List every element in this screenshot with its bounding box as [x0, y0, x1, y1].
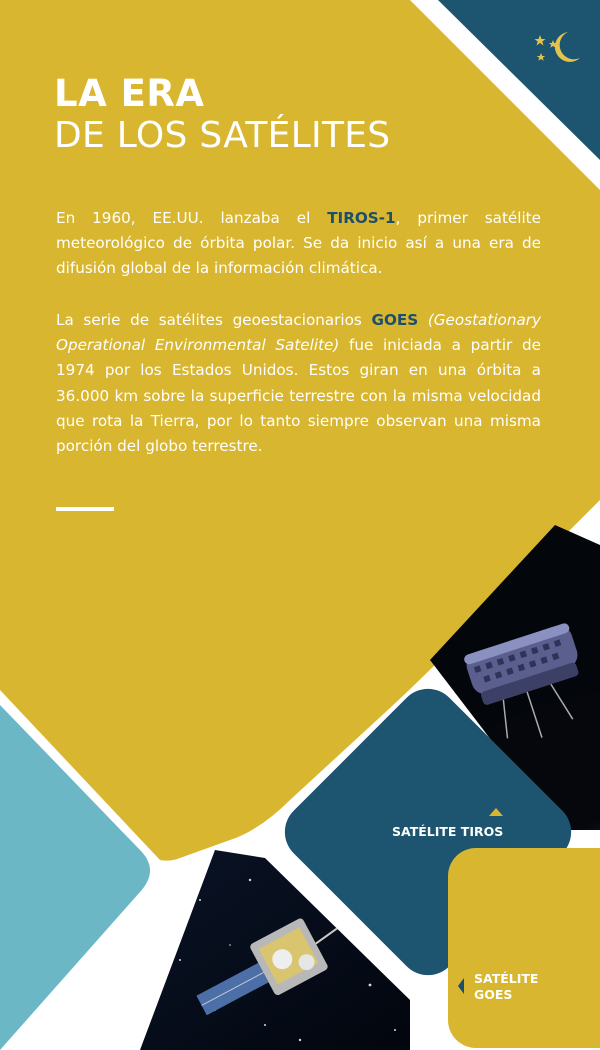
triangle-left-icon[interactable]: [458, 978, 464, 994]
tiros-caption[interactable]: SATÉLITE TIROS: [392, 824, 504, 839]
moon-stars-icon: [528, 28, 584, 73]
title-line-2: DE LOS SATÉLITES: [54, 115, 391, 156]
p1-text-after: , primer satélite meteorológico de órbita polar. Se da inicio así a una era de difusión global de la información climática.: [56, 209, 541, 278]
p2-text-after: fue iniciada a partir de 1974 por los Estados Unidos. Estos giran en una órbita a 36.000 km sobre la superficie terrestre con la misma velocidad que rota la Tierra, por lo tanto siempre observan una misma porción del globo terrestre.: [56, 336, 541, 456]
triangle-up-icon[interactable]: [489, 808, 503, 816]
goes-caption-line-1: SATÉLITE: [474, 971, 539, 986]
section-divider: [56, 507, 114, 511]
p1-text-before: En 1960, EE.UU. lanzaba el: [56, 209, 328, 227]
p2-text-before: La serie de satélites geoestacionarios: [56, 311, 372, 329]
paragraph-tiros: [56, 206, 541, 282]
goes-caption[interactable]: [474, 971, 544, 1003]
goes-caption-line-2: GOES: [474, 987, 513, 1002]
goes-tile: [448, 848, 600, 1048]
goes-fullname: (Geostationary Operational Environmental Satelite): [56, 311, 541, 355]
goes-highlight: GOES: [371, 311, 419, 329]
paragraph-goes: [56, 308, 541, 459]
title-line-1: LA ERA: [54, 72, 205, 115]
page-title: [54, 72, 390, 156]
tiros-highlight: TIROS-1: [327, 209, 396, 227]
